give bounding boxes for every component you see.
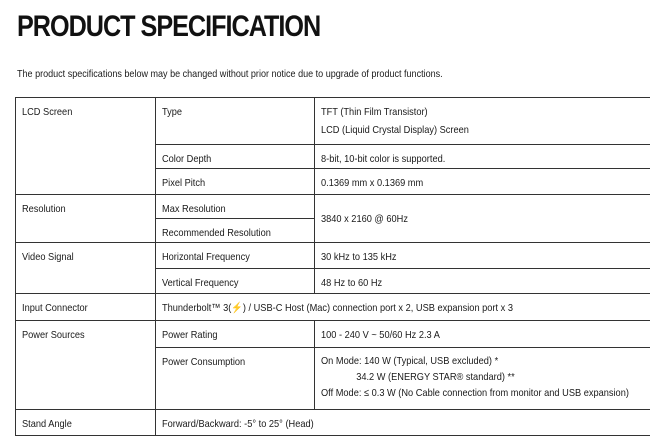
- table-row: [16, 243, 650, 269]
- param-power-rating-value: 100 - 240 V ~ 50/60 Hz 2.3 A: [315, 321, 650, 348]
- category-stand-angle: Stand Angle: [16, 410, 156, 436]
- param-resolution-value: 3840 x 2160 @ 60Hz: [315, 195, 650, 243]
- param-recommended-resolution-label: Recommended Resolution: [156, 219, 315, 243]
- disclaimer-note: The product specifications below may be changed without prior notice due to upgrade of product functions.: [17, 68, 443, 80]
- param-type-label: Type: [156, 98, 315, 145]
- param-pixel-pitch-value: 0.1369 mm x 0.1369 mm: [315, 169, 650, 195]
- param-vertical-frequency-label: Vertical Frequency: [156, 269, 315, 294]
- category-resolution: Resolution: [16, 195, 156, 243]
- param-max-resolution-label: Max Resolution: [156, 195, 315, 219]
- param-horizontal-frequency-label: Horizontal Frequency: [156, 243, 315, 269]
- table-row: [16, 98, 650, 145]
- thunderbolt-icon: ⚡: [231, 302, 243, 314]
- table-row: [16, 195, 650, 219]
- param-color-depth-label: Color Depth: [156, 145, 315, 169]
- page-title: PRODUCT SPECIFICATION: [17, 10, 321, 43]
- table-row: [16, 410, 650, 436]
- category-video-signal: Video Signal: [16, 243, 156, 294]
- table-row: [16, 321, 650, 348]
- param-horizontal-frequency-value: 30 kHz to 135 kHz: [315, 243, 650, 269]
- param-power-consumption-label: Power Consumption: [156, 348, 315, 410]
- category-power-sources: Power Sources: [16, 321, 156, 410]
- param-pixel-pitch-label: Pixel Pitch: [156, 169, 315, 195]
- category-lcd-screen: LCD Screen: [16, 98, 156, 195]
- param-type-value: TFT (Thin Film Transistor) LCD (Liquid Crystal Display) Screen: [315, 98, 650, 145]
- table-row: [16, 294, 650, 321]
- param-power-consumption-value: On Mode: 140 W (Typical, USB excluded) * 34.2 W (ENERGY STAR® standard) ** Off Mode: ≤ 0.3 W (No Cable connection from monitor and USB expansion): [315, 348, 650, 410]
- param-vertical-frequency-value: 48 Hz to 60 Hz: [315, 269, 650, 294]
- category-input-connector: Input Connector: [16, 294, 156, 321]
- param-stand-angle-value: Forward/Backward: -5° to 25° (Head): [156, 410, 650, 436]
- param-color-depth-value: 8-bit, 10-bit color is supported.: [315, 145, 650, 169]
- spec-table: [15, 97, 650, 436]
- param-input-connector-value: Thunderbolt™ 3(⚡) / USB-C Host (Mac) connection port x 2, USB expansion port x 3: [156, 294, 650, 321]
- param-power-rating-label: Power Rating: [156, 321, 315, 348]
